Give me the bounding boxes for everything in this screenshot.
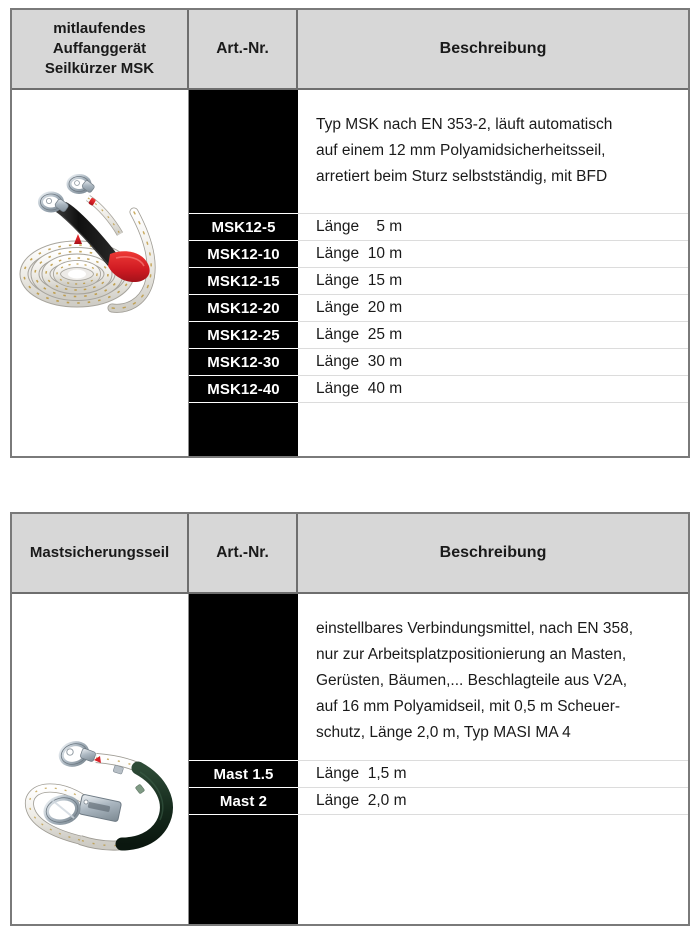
- variant-art-nr: Mast 1.5: [189, 760, 298, 788]
- variant-art-nr: MSK12-40: [189, 375, 298, 403]
- header-art-nr-msk: Art.-Nr.: [189, 10, 298, 88]
- table-row[interactable]: [189, 213, 688, 240]
- variant-description: Länge 2,0 m: [298, 787, 688, 815]
- header-product-msk: [12, 10, 189, 88]
- variant-art-nr: MSK12-20: [189, 294, 298, 322]
- table-header-msk: [12, 10, 688, 90]
- variant-description: Länge 20 m: [298, 294, 688, 322]
- variant-art-nr: MSK12-15: [189, 267, 298, 295]
- msk-fall-arrester-rope-photo: [16, 168, 188, 328]
- product-table-msk: [10, 8, 690, 458]
- table-header-mast: [12, 514, 688, 594]
- description-text-msk: [298, 90, 688, 190]
- description-line: arretiert beim Sturz selbstständig, mit BFD: [316, 168, 608, 186]
- description-line: schutz, Länge 2,0 m, Typ MASI MA 4: [316, 724, 571, 742]
- table-row[interactable]: [189, 760, 688, 787]
- variant-description: Länge 5 m: [298, 213, 688, 241]
- table-body-msk: [12, 90, 688, 456]
- mast-safety-lanyard-photo: [18, 736, 188, 856]
- variant-description: Länge 25 m: [298, 321, 688, 349]
- header-product-mast: Mastsicherungsseil: [12, 514, 189, 592]
- art-nr-column-mast: [189, 594, 298, 924]
- variant-description: Länge 40 m: [298, 375, 688, 403]
- table-body-mast: [12, 594, 688, 924]
- snap-hook: [59, 740, 101, 767]
- header-product-line-1: mitlaufendes: [53, 20, 146, 38]
- table-row[interactable]: [189, 321, 688, 348]
- variant-description: Länge 10 m: [298, 240, 688, 268]
- header-product-line-3: Seilkürzer MSK: [44, 59, 155, 77]
- description-text-mast: [298, 594, 688, 746]
- description-line: auf 16 mm Polyamidseil, mit 0,5 m Scheuer-: [316, 698, 621, 716]
- variant-description: Länge 1,5 m: [298, 760, 688, 788]
- description-line: Typ MSK nach EN 353-2, läuft automatisch: [316, 116, 613, 133]
- product-image-cell-msk: [12, 90, 189, 456]
- table-row[interactable]: [189, 240, 688, 267]
- variant-description: Länge 30 m: [298, 348, 688, 376]
- product-table-mast: [10, 512, 690, 926]
- carabiner-oval: [44, 794, 81, 825]
- variant-art-nr: MSK12-30: [189, 348, 298, 376]
- variant-list-msk: [189, 213, 688, 402]
- variant-art-nr: MSK12-5: [189, 213, 298, 241]
- product-image-cell-mast: [12, 594, 189, 924]
- table-row[interactable]: [189, 348, 688, 375]
- description-line: auf einem 12 mm Polyamidsicherheitsseil,: [316, 142, 606, 160]
- variant-description: Länge 15 m: [298, 267, 688, 295]
- carabiner-right: [69, 177, 95, 194]
- table-row[interactable]: [189, 294, 688, 321]
- header-description-mast: Beschreibung: [439, 544, 547, 562]
- table-row[interactable]: [189, 267, 688, 294]
- description-column-mast: [298, 594, 688, 924]
- table-row[interactable]: [189, 787, 688, 814]
- variant-list-mast: [189, 760, 688, 814]
- header-product-line-2: Auffanggerät: [52, 40, 147, 58]
- description-line: Gerüsten, Bäumen,... Beschlagteile aus V2A,: [316, 672, 628, 690]
- variant-art-nr: MSK12-10: [189, 240, 298, 268]
- header-art-nr-mast: Art.-Nr.: [189, 514, 298, 592]
- rope-adjuster: [78, 794, 121, 822]
- description-line: einstellbares Verbindungsmittel, nach EN 358,: [316, 620, 634, 637]
- variant-art-nr: Mast 2: [189, 787, 298, 815]
- header-description-msk: Beschreibung: [439, 40, 547, 58]
- table-row[interactable]: [189, 375, 688, 402]
- variant-art-nr: MSK12-25: [189, 321, 298, 349]
- carabiner-left: [41, 194, 70, 213]
- description-line: nur zur Arbeitsplatzpositionierung an Masten,: [316, 646, 627, 664]
